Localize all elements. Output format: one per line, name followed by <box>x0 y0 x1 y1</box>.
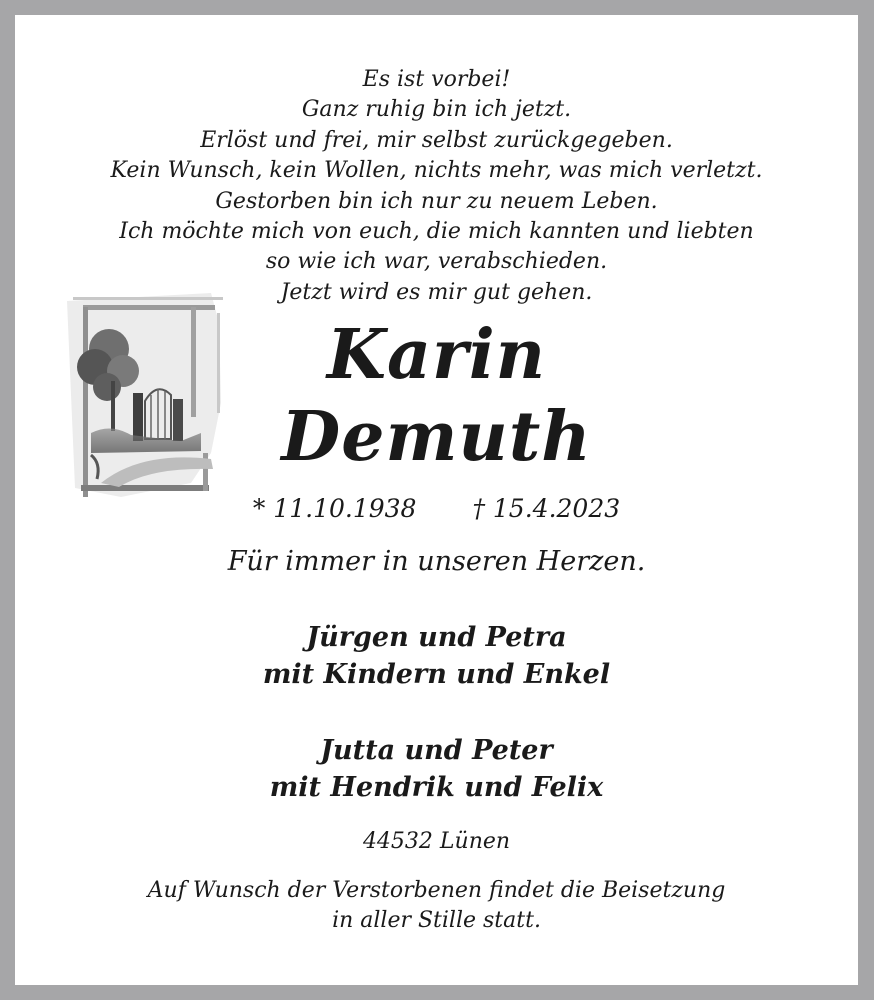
poem-line: Ganz ruhig bin ich jetzt. <box>301 97 572 123</box>
obituary-notice <box>15 15 858 985</box>
deceased-first-name: Karin <box>326 315 547 395</box>
mourner-group <box>15 732 858 806</box>
burial-note <box>15 876 858 936</box>
birth-date: * 11.10.1938 <box>252 494 417 523</box>
poem-line: so wie ich war, verabschieden. <box>265 249 608 275</box>
burial-note-line: Auf Wunsch der Verstorbenen findet die Beisetzung <box>147 878 726 903</box>
poem-line: Jetzt wird es mir gut gehen. <box>280 279 593 305</box>
place: 44532 Lünen <box>362 829 511 854</box>
poem-line: Gestorben bin ich nur zu neuem Leben. <box>215 188 658 214</box>
deceased-last-name: Demuth <box>281 397 592 477</box>
burial-note-line: in aller Stille statt. <box>332 908 541 933</box>
mourner-names: Jürgen und Petra <box>306 622 567 653</box>
poem-line: Erlöst und frei, mir selbst zurückgegeben. <box>200 127 673 153</box>
poem-line: Kein Wunsch, kein Wollen, nichts mehr, was mich verletzt. <box>110 158 763 184</box>
mourner-group <box>15 619 858 693</box>
poem-line: Ich möchte mich von euch, die mich kannten und liebten <box>119 219 754 245</box>
mourner-relatives: mit Hendrik und Felix <box>269 772 604 803</box>
mourner-names: Jutta und Peter <box>320 735 553 766</box>
mourner-relatives: mit Kindern und Enkel <box>262 659 611 690</box>
memorial-motto: Für immer in unseren Herzen. <box>227 546 646 577</box>
poem <box>15 65 858 308</box>
life-dates <box>15 491 858 527</box>
poem-line: Es ist vorbei! <box>362 67 511 92</box>
death-date: † 15.4.2023 <box>472 494 621 523</box>
